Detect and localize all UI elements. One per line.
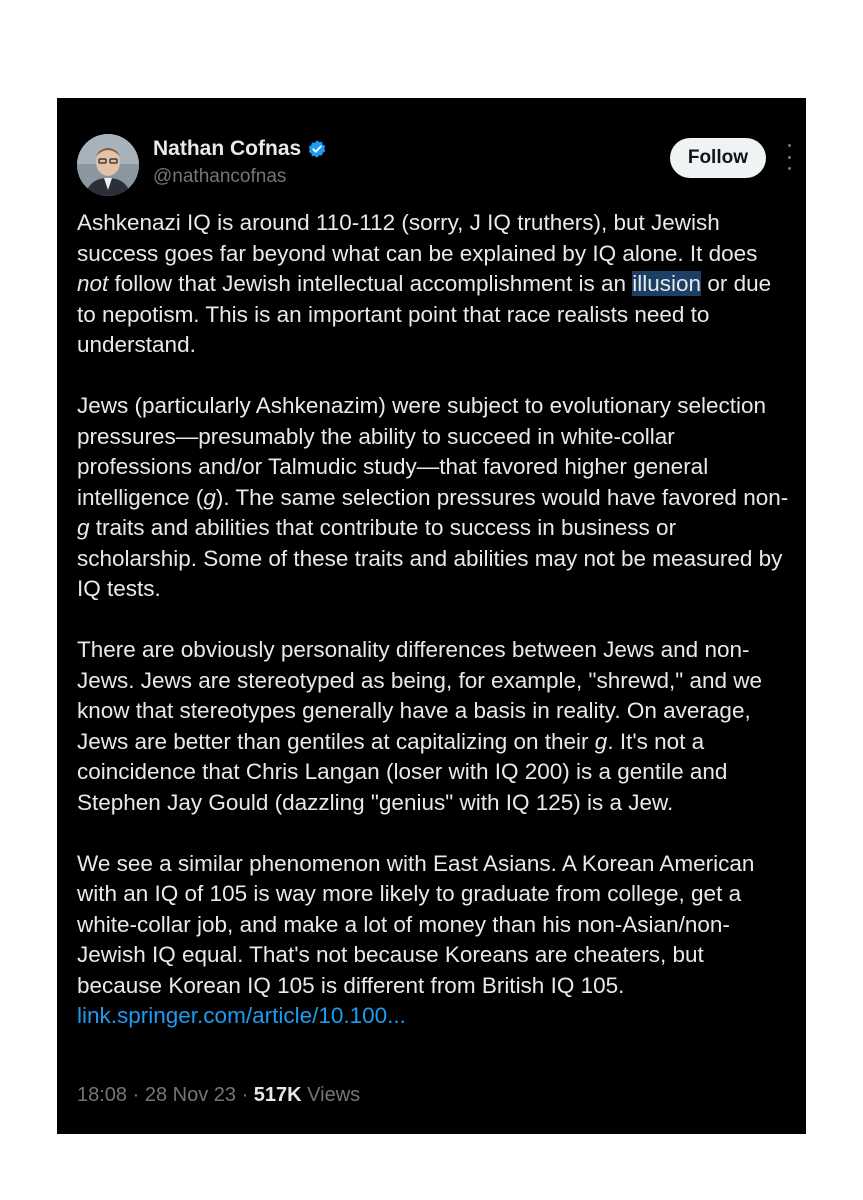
views-label: Views (301, 1084, 361, 1106)
avatar[interactable] (77, 134, 139, 196)
verified-badge-icon (307, 139, 327, 159)
author-name-text: Nathan Cofnas (153, 137, 302, 160)
author-handle[interactable]: @nathancofnas (153, 166, 287, 187)
views-count: 517K (253, 1084, 302, 1106)
tweet-time[interactable]: 18:08 (77, 1084, 128, 1106)
follow-button[interactable]: Follow (670, 138, 766, 178)
tweet-text (77, 208, 789, 1032)
tweet-card (57, 98, 806, 1134)
tweet-date[interactable]: 28 Nov 23 (144, 1084, 237, 1106)
tweet-paragraph-2: Jews (particularly Ashkenazim) were subject to evolutionary selection pressures—presumably the ability to succeed in white-collar professions and/or Talmudic study—that favored higher general intelligence (g). The same selection pressures would have favored non-g traits and abilities that contribute to success in business or scholarship. Some of these traits and abilities may not be measured by IQ tests. (77, 393, 789, 601)
tweet-paragraph-1: Ashkenazi IQ is around 110-112 (sorry, J IQ truthers), but Jewish success goes far beyond what can be explained by IQ alone. It does not follow that Jewish intellectual accomplishment is an illusion or due to nepotism. This is an important point that race realists need to understand. (77, 210, 772, 357)
selected-text-highlight[interactable]: illusion (632, 271, 702, 296)
avatar-image (77, 134, 139, 196)
article-link[interactable]: link.springer.com/article/10.100... (77, 1003, 406, 1028)
tweet-paragraph-4: We see a similar phenomenon with East Asians. A Korean American with an IQ of 105 is way more likely to graduate from college, get a white-collar job, and make a lot of money than his non-Asian/non-Jewish IQ equal. That's not because Koreans are cheaters, but because Korean IQ 105 is different from British IQ 105. link.springer.com/article/10.100... (77, 850, 755, 1028)
more-options-icon[interactable] (786, 144, 792, 170)
author-info (153, 136, 327, 190)
tweet-header (77, 128, 786, 198)
author-display-name[interactable] (153, 136, 327, 162)
tweet-paragraph-3: There are obviously personality differences between Jews and non-Jews. Jews are stereotyped as being, for example, "shrewd," and we know that stereotypes generally have a basis in reality. On average, Jews are better than gentiles at capitalizing on their g. It's not a coincidence that Chris Langan (loser with IQ 200) is a gentile and Stephen Jay Gould (dazzling "genius" with IQ 125) is a Jew. (77, 637, 763, 815)
tweet-meta: 18:08 · 28 Nov 23 · 517K Views (77, 1084, 361, 1106)
